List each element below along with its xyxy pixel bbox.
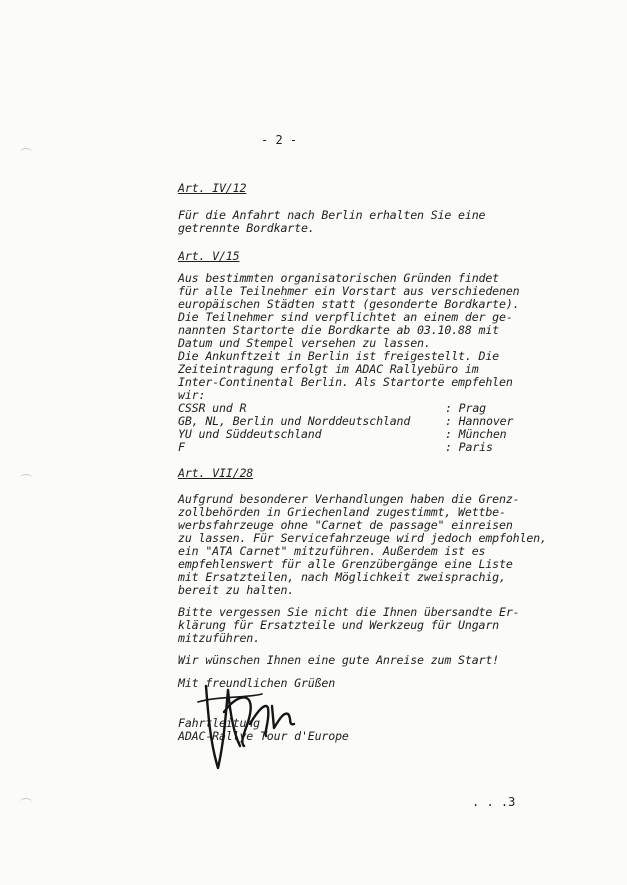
article-text-line: bereit zu halten. (178, 583, 295, 597)
continuation-marker: . . .3 (472, 795, 516, 809)
handwritten-signature (188, 672, 308, 777)
article-text-line: Für die Anfahrt nach Berlin erhalten Sie eine (178, 208, 486, 222)
article-text-line: zollbehörden in Griechenland zugestimmt, Wettbe- (178, 505, 506, 519)
city-name: Hannover (458, 414, 514, 428)
article-text-line: Zeiteintragung erfolgt im ADAC Rallyebüro im (178, 362, 479, 376)
article-text-line: Die Teilnehmer sind verpflichtet an einem der ge- (178, 310, 513, 324)
reminder-line: klärung für Ersatzteile und Werkzeug für Ungarn (178, 618, 500, 632)
start-location-label: CSSR und R (178, 401, 247, 415)
article-text-line: zu lassen. Für Servicefahrzeuge wird jedoch empfohlen, (178, 531, 547, 545)
article-heading: Art. VII/28 (178, 466, 254, 480)
article-text-line: Aufgrund besonderer Verhandlungen haben die Grenz- (178, 492, 520, 506)
start-location-city: : Paris (445, 440, 493, 454)
start-location-label: YU und Süddeutschland (178, 427, 322, 441)
article-text-line: Die Ankunftzeit in Berlin ist freigestellt. Die (178, 349, 500, 363)
article-text-line: werbsfahrzeuge ohne "Carnet de passage" einreisen (178, 518, 513, 532)
city-name: Paris (458, 440, 493, 454)
punch-hole-mark (20, 798, 32, 806)
article-text-line: wir: (178, 388, 206, 402)
article-text-line: empfehlenswert für alle Grenzübergänge eine Liste (178, 557, 513, 571)
article-text-line: Inter-Continental Berlin. Als Startorte empfehlen (178, 375, 513, 389)
start-location-label: GB, NL, Berlin und Norddeutschland (178, 414, 411, 428)
closing-greeting: Mit freundlichen Grüßen (178, 676, 336, 690)
city-name: Prag (458, 401, 486, 415)
article-text-line: nannten Startorte die Bordkarte ab 03.10.88 mit (178, 323, 500, 337)
article-heading: Art. IV/12 (178, 181, 247, 195)
article-text-line: Aus bestimmten organisatorischen Gründen findet (178, 271, 500, 285)
start-location-city: : Prag (445, 401, 486, 415)
reminder-line: Bitte vergessen Sie nicht die Ihnen übersandte Er- (178, 605, 520, 619)
article-text-line: mit Ersatzteilen, nach Möglichkeit zweisprachig, (178, 570, 506, 584)
punch-hole-mark (20, 148, 32, 156)
closing-wish: Wir wünschen Ihnen eine gute Anreise zum Start! (178, 653, 500, 667)
punch-hole-mark (20, 474, 32, 482)
article-text-line: ein "ATA Carnet" mitzuführen. Außerdem ist es (178, 544, 486, 558)
page-number: - 2 - (261, 133, 298, 147)
city-name: München (458, 427, 507, 441)
article-heading: Art. V/15 (178, 249, 240, 263)
start-location-city: : Hannover (445, 414, 514, 428)
article-text-line: Datum und Stempel versehen zu lassen. (178, 336, 431, 350)
start-location-label: F (178, 440, 185, 454)
reminder-line: mitzuführen. (178, 631, 260, 645)
article-text-line: getrennte Bordkarte. (178, 221, 315, 235)
article-text-line: für alle Teilnehmer ein Vorstart aus verschiedenen (178, 284, 520, 298)
organization-name: ADAC-Rallye Tour d'Europe (178, 729, 349, 743)
signer-title: Fahrtleitung (178, 716, 260, 730)
start-location-city: : München (445, 427, 507, 441)
article-text-line: europäischen Städten statt (gesonderte Bordkarte). (178, 297, 520, 311)
